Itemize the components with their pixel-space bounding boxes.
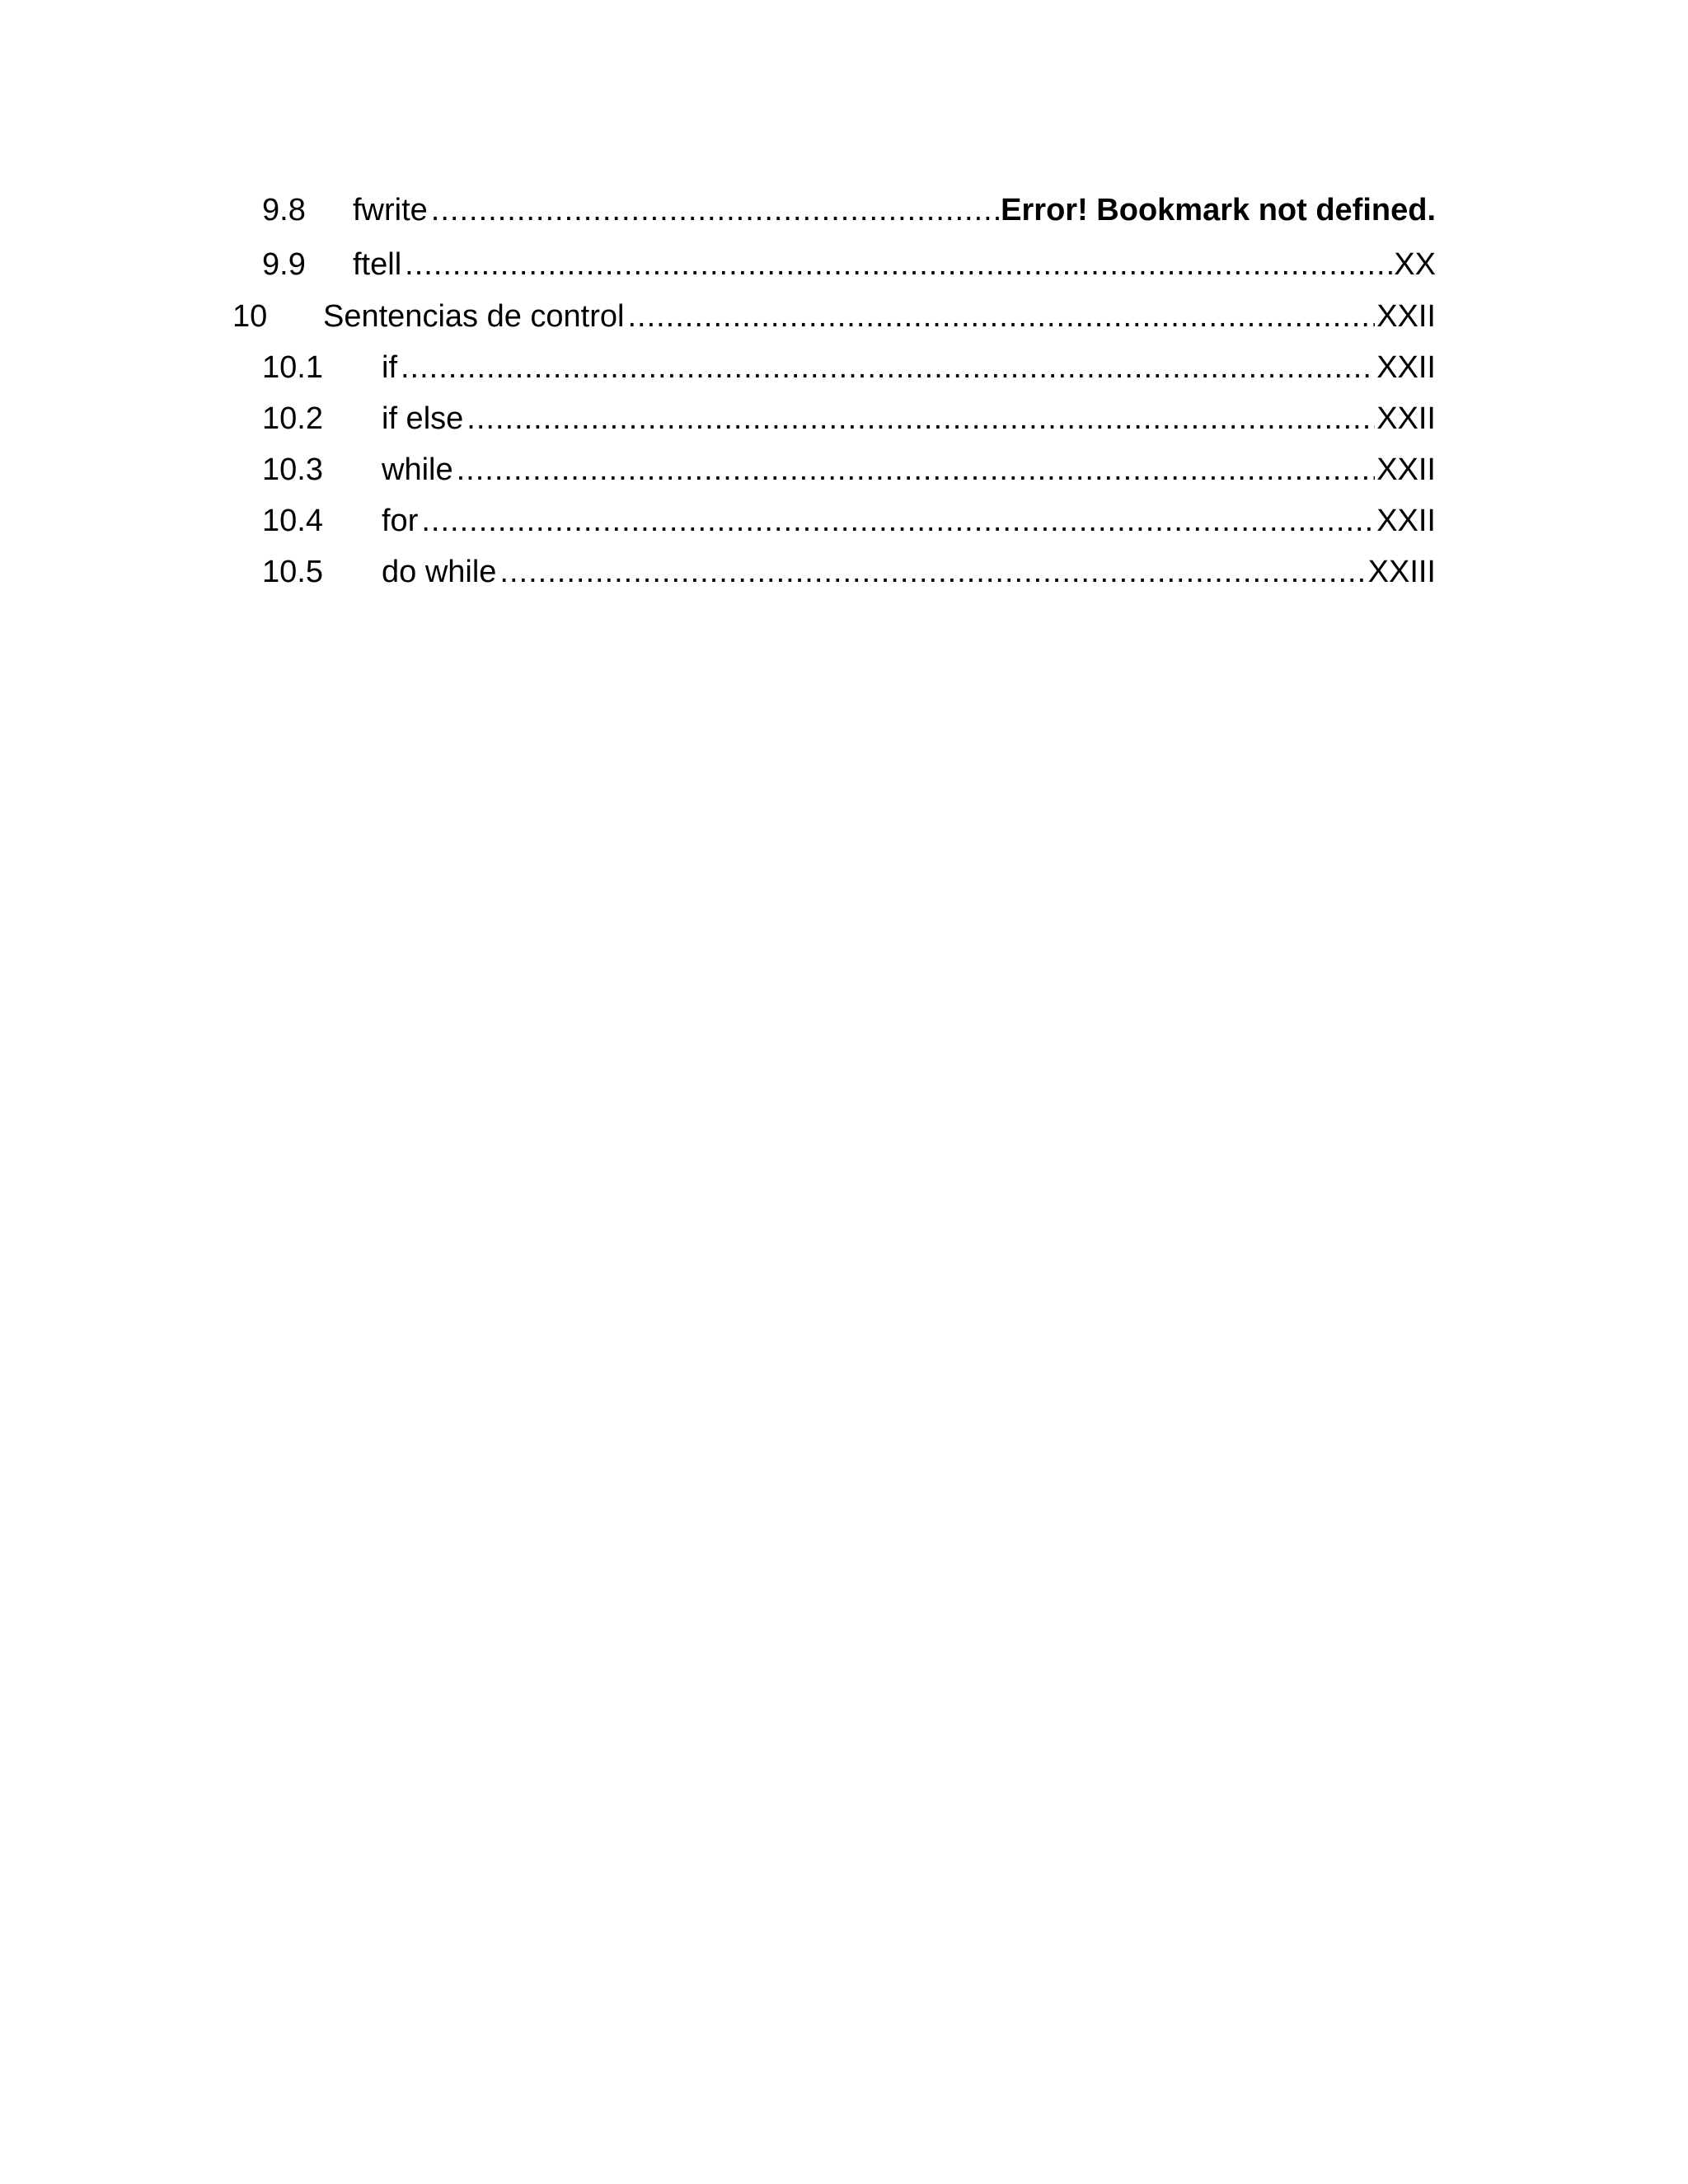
toc-entry-10-4[interactable] [262,496,1436,546]
toc-entry-title[interactable]: for [382,504,419,538]
toc-entry-page: XXII [1376,401,1436,436]
toc-entry-10-2[interactable] [262,394,1436,443]
toc-entry-10-5[interactable] [262,547,1436,597]
toc-entry-title[interactable]: if else [382,401,464,436]
toc-dot-leader [431,185,999,235]
toc-entry-title[interactable]: ftell [353,247,402,282]
toc-entry-title[interactable]: if [382,350,397,385]
toc-entry-page: XXII [1376,504,1436,538]
toc-dot-leader [467,394,1375,443]
toc-entry-9-8[interactable] [262,185,1436,235]
toc-dot-leader [421,496,1375,546]
toc-dot-leader [627,292,1375,341]
toc-entry-number: 9.8 [262,193,306,227]
toc-entry-number: 10.3 [262,452,323,487]
toc-dot-leader [457,445,1376,494]
toc-entry-number: 10.1 [262,350,323,385]
toc-dot-leader [401,343,1375,392]
toc-entry-number: 9.9 [262,247,306,282]
toc-entry-page: XXII [1376,299,1436,334]
toc-entry-title[interactable]: while [382,452,453,487]
toc-entry-title[interactable]: fwrite [353,193,428,227]
toc-entry-title[interactable]: Sentencias de control [323,299,625,334]
toc-entry-10[interactable] [232,292,1436,341]
toc-entry-10-3[interactable] [262,445,1436,494]
toc-entry-page-error: Error! Bookmark not defined. [1001,193,1436,227]
toc-entry-page: XXII [1376,350,1436,385]
toc-entry-page: XXII [1376,452,1436,487]
toc-entry-10-1[interactable] [262,343,1436,392]
toc-dot-leader [405,240,1392,289]
toc-entry-9-9[interactable] [262,240,1436,289]
toc-dot-leader [499,547,1366,597]
toc-entry-number: 10 [232,299,268,334]
toc-entry-number: 10.5 [262,555,323,589]
toc-entry-title[interactable]: do while [382,555,497,589]
toc-entry-number: 10.2 [262,401,323,436]
toc-entry-number: 10.4 [262,504,323,538]
toc-entry-page: XXIII [1367,555,1436,589]
toc-entry-page: XX [1394,247,1436,282]
